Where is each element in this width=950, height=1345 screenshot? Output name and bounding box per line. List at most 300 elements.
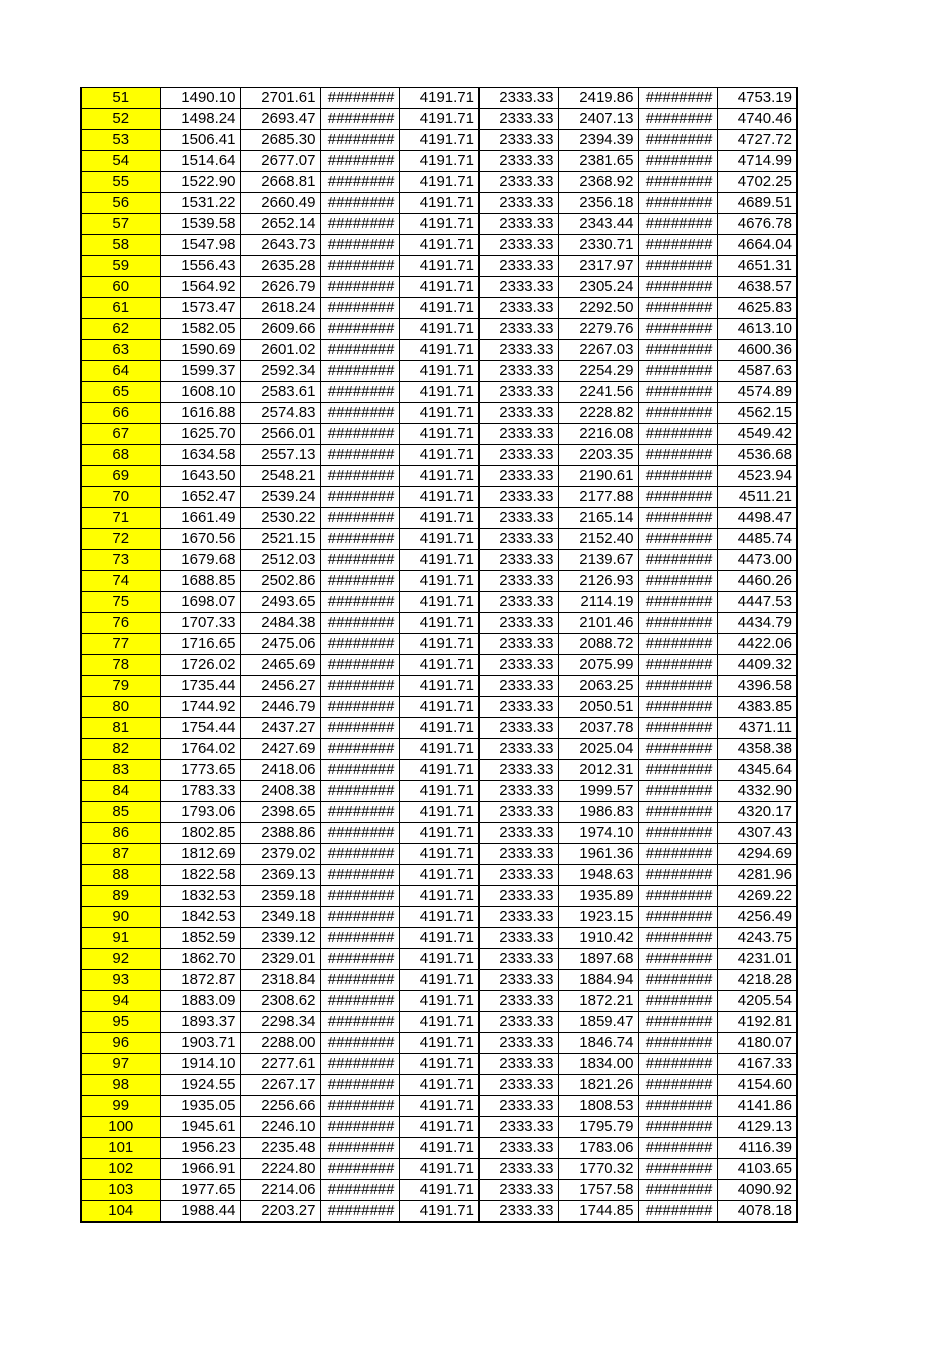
row-index-cell[interactable]: 75 bbox=[81, 592, 160, 613]
data-cell[interactable]: 4191.71 bbox=[399, 529, 479, 550]
data-cell[interactable]: 1872.87 bbox=[160, 970, 240, 991]
data-cell[interactable]: 2333.33 bbox=[479, 1033, 558, 1054]
data-cell[interactable]: 2333.33 bbox=[479, 172, 558, 193]
data-cell[interactable]: ######## bbox=[320, 760, 399, 781]
data-cell[interactable]: ######## bbox=[638, 277, 717, 298]
data-cell[interactable]: 4574.89 bbox=[717, 382, 797, 403]
data-cell[interactable]: 4689.51 bbox=[717, 193, 797, 214]
data-cell[interactable]: 2254.29 bbox=[558, 361, 638, 382]
data-cell[interactable]: 2235.48 bbox=[240, 1138, 320, 1159]
data-cell[interactable]: ######## bbox=[320, 193, 399, 214]
data-cell[interactable]: ######## bbox=[638, 634, 717, 655]
row-index-cell[interactable]: 54 bbox=[81, 151, 160, 172]
data-cell[interactable]: 1643.50 bbox=[160, 466, 240, 487]
data-cell[interactable]: 1832.53 bbox=[160, 886, 240, 907]
row-index-cell[interactable]: 67 bbox=[81, 424, 160, 445]
row-index-cell[interactable]: 52 bbox=[81, 109, 160, 130]
data-cell[interactable]: ######## bbox=[638, 193, 717, 214]
data-cell[interactable]: ######## bbox=[638, 466, 717, 487]
data-cell[interactable]: 4191.71 bbox=[399, 613, 479, 634]
data-cell[interactable]: 4191.71 bbox=[399, 907, 479, 928]
data-cell[interactable]: 2318.84 bbox=[240, 970, 320, 991]
data-cell[interactable]: 2101.46 bbox=[558, 613, 638, 634]
data-cell[interactable]: ######## bbox=[638, 403, 717, 424]
data-cell[interactable]: 1935.89 bbox=[558, 886, 638, 907]
data-cell[interactable]: 2139.67 bbox=[558, 550, 638, 571]
data-cell[interactable]: 2539.24 bbox=[240, 487, 320, 508]
data-cell[interactable]: ######## bbox=[320, 949, 399, 970]
data-cell[interactable]: 2333.33 bbox=[479, 466, 558, 487]
row-index-cell[interactable]: 69 bbox=[81, 466, 160, 487]
data-cell[interactable]: 4638.57 bbox=[717, 277, 797, 298]
data-cell[interactable]: 2333.33 bbox=[479, 739, 558, 760]
data-cell[interactable]: ######## bbox=[320, 466, 399, 487]
data-cell[interactable]: ######## bbox=[320, 382, 399, 403]
data-cell[interactable]: 2214.06 bbox=[240, 1180, 320, 1201]
row-index-cell[interactable]: 77 bbox=[81, 634, 160, 655]
data-cell[interactable]: 2333.33 bbox=[479, 634, 558, 655]
data-cell[interactable]: ######## bbox=[320, 151, 399, 172]
data-cell[interactable]: 1547.98 bbox=[160, 235, 240, 256]
row-index-cell[interactable]: 93 bbox=[81, 970, 160, 991]
data-cell[interactable]: 4191.71 bbox=[399, 949, 479, 970]
data-cell[interactable]: 2333.33 bbox=[479, 445, 558, 466]
row-index-cell[interactable]: 51 bbox=[81, 88, 160, 109]
data-cell[interactable]: 2190.61 bbox=[558, 466, 638, 487]
data-cell[interactable]: ######## bbox=[638, 319, 717, 340]
data-cell[interactable]: 2333.33 bbox=[479, 151, 558, 172]
data-cell[interactable]: 4613.10 bbox=[717, 319, 797, 340]
data-cell[interactable]: ######## bbox=[320, 1180, 399, 1201]
row-index-cell[interactable]: 58 bbox=[81, 235, 160, 256]
data-cell[interactable]: 4269.22 bbox=[717, 886, 797, 907]
data-cell[interactable]: 2333.33 bbox=[479, 109, 558, 130]
data-cell[interactable]: 2333.33 bbox=[479, 319, 558, 340]
data-cell[interactable]: 4727.72 bbox=[717, 130, 797, 151]
data-cell[interactable]: 2398.65 bbox=[240, 802, 320, 823]
data-cell[interactable]: ######## bbox=[638, 487, 717, 508]
data-cell[interactable]: 2288.00 bbox=[240, 1033, 320, 1054]
data-cell[interactable]: 4191.71 bbox=[399, 319, 479, 340]
data-cell[interactable]: 2437.27 bbox=[240, 718, 320, 739]
data-cell[interactable]: ######## bbox=[320, 214, 399, 235]
data-cell[interactable]: 2333.33 bbox=[479, 802, 558, 823]
data-cell[interactable]: ######## bbox=[638, 970, 717, 991]
data-cell[interactable]: 1842.53 bbox=[160, 907, 240, 928]
data-cell[interactable]: 4218.28 bbox=[717, 970, 797, 991]
row-index-cell[interactable]: 102 bbox=[81, 1159, 160, 1180]
data-cell[interactable]: 4191.71 bbox=[399, 445, 479, 466]
row-index-cell[interactable]: 56 bbox=[81, 193, 160, 214]
row-index-cell[interactable]: 73 bbox=[81, 550, 160, 571]
data-cell[interactable]: 2333.33 bbox=[479, 361, 558, 382]
data-cell[interactable]: 2592.34 bbox=[240, 361, 320, 382]
data-cell[interactable]: 4191.71 bbox=[399, 739, 479, 760]
data-cell[interactable]: 2246.10 bbox=[240, 1117, 320, 1138]
data-cell[interactable]: 1564.92 bbox=[160, 277, 240, 298]
data-cell[interactable]: 1893.37 bbox=[160, 1012, 240, 1033]
data-cell[interactable]: 1764.02 bbox=[160, 739, 240, 760]
data-cell[interactable]: 1608.10 bbox=[160, 382, 240, 403]
row-index-cell[interactable]: 100 bbox=[81, 1117, 160, 1138]
data-cell[interactable]: 4191.71 bbox=[399, 991, 479, 1012]
data-cell[interactable]: 2701.61 bbox=[240, 88, 320, 109]
data-cell[interactable]: ######## bbox=[320, 865, 399, 886]
row-index-cell[interactable]: 72 bbox=[81, 529, 160, 550]
row-index-cell[interactable]: 99 bbox=[81, 1096, 160, 1117]
data-cell[interactable]: 4191.71 bbox=[399, 130, 479, 151]
data-cell[interactable]: ######## bbox=[320, 172, 399, 193]
data-cell[interactable]: ######## bbox=[320, 970, 399, 991]
data-cell[interactable]: 1652.47 bbox=[160, 487, 240, 508]
row-index-cell[interactable]: 61 bbox=[81, 298, 160, 319]
data-cell[interactable]: 4191.71 bbox=[399, 1117, 479, 1138]
data-cell[interactable]: 4191.71 bbox=[399, 571, 479, 592]
data-cell[interactable]: 2339.12 bbox=[240, 928, 320, 949]
data-cell[interactable]: 1582.05 bbox=[160, 319, 240, 340]
data-cell[interactable]: 4191.71 bbox=[399, 256, 479, 277]
data-cell[interactable]: 1862.70 bbox=[160, 949, 240, 970]
row-index-cell[interactable]: 84 bbox=[81, 781, 160, 802]
data-cell[interactable]: 2333.33 bbox=[479, 949, 558, 970]
data-cell[interactable]: 2277.61 bbox=[240, 1054, 320, 1075]
data-cell[interactable]: 1707.33 bbox=[160, 613, 240, 634]
data-cell[interactable]: 2075.99 bbox=[558, 655, 638, 676]
data-cell[interactable]: ######## bbox=[320, 781, 399, 802]
data-cell[interactable]: ######## bbox=[320, 256, 399, 277]
row-index-cell[interactable]: 76 bbox=[81, 613, 160, 634]
data-cell[interactable]: ######## bbox=[320, 1054, 399, 1075]
data-cell[interactable]: 2308.62 bbox=[240, 991, 320, 1012]
data-cell[interactable]: 4192.81 bbox=[717, 1012, 797, 1033]
data-cell[interactable]: 4562.15 bbox=[717, 403, 797, 424]
data-cell[interactable]: 1634.58 bbox=[160, 445, 240, 466]
data-cell[interactable]: ######## bbox=[320, 991, 399, 1012]
data-cell[interactable]: 2063.25 bbox=[558, 676, 638, 697]
data-cell[interactable]: 1573.47 bbox=[160, 298, 240, 319]
data-cell[interactable]: 4191.71 bbox=[399, 886, 479, 907]
data-cell[interactable]: ######## bbox=[638, 1138, 717, 1159]
data-cell[interactable]: 2333.33 bbox=[479, 130, 558, 151]
data-cell[interactable]: 2333.33 bbox=[479, 592, 558, 613]
data-cell[interactable]: 2333.33 bbox=[479, 886, 558, 907]
data-cell[interactable]: 4332.90 bbox=[717, 781, 797, 802]
row-index-cell[interactable]: 63 bbox=[81, 340, 160, 361]
data-cell[interactable]: 1822.58 bbox=[160, 865, 240, 886]
data-cell[interactable]: 1616.88 bbox=[160, 403, 240, 424]
data-cell[interactable]: ######## bbox=[320, 1075, 399, 1096]
data-cell[interactable]: ######## bbox=[638, 697, 717, 718]
data-cell[interactable]: 4191.71 bbox=[399, 1075, 479, 1096]
data-cell[interactable]: 1556.43 bbox=[160, 256, 240, 277]
data-cell[interactable]: 2388.86 bbox=[240, 823, 320, 844]
data-cell[interactable]: ######## bbox=[638, 907, 717, 928]
data-cell[interactable]: ######## bbox=[320, 130, 399, 151]
data-cell[interactable]: ######## bbox=[638, 214, 717, 235]
data-cell[interactable]: 4256.49 bbox=[717, 907, 797, 928]
data-cell[interactable]: 4191.71 bbox=[399, 382, 479, 403]
row-index-cell[interactable]: 88 bbox=[81, 865, 160, 886]
data-cell[interactable]: 4191.71 bbox=[399, 676, 479, 697]
data-cell[interactable]: 4191.71 bbox=[399, 844, 479, 865]
data-cell[interactable]: 1988.44 bbox=[160, 1201, 240, 1223]
data-cell[interactable]: 4191.71 bbox=[399, 1180, 479, 1201]
data-cell[interactable]: 1531.22 bbox=[160, 193, 240, 214]
data-cell[interactable]: 2333.33 bbox=[479, 1180, 558, 1201]
data-cell[interactable]: 1679.68 bbox=[160, 550, 240, 571]
data-cell[interactable]: ######## bbox=[320, 235, 399, 256]
data-cell[interactable]: ######## bbox=[638, 361, 717, 382]
data-cell[interactable]: ######## bbox=[638, 445, 717, 466]
row-index-cell[interactable]: 96 bbox=[81, 1033, 160, 1054]
data-cell[interactable]: 1883.09 bbox=[160, 991, 240, 1012]
data-cell[interactable]: 2329.01 bbox=[240, 949, 320, 970]
data-cell[interactable]: 2333.33 bbox=[479, 1138, 558, 1159]
data-cell[interactable]: ######## bbox=[320, 298, 399, 319]
data-cell[interactable]: 4243.75 bbox=[717, 928, 797, 949]
data-cell[interactable]: ######## bbox=[638, 508, 717, 529]
data-cell[interactable]: 4191.71 bbox=[399, 1012, 479, 1033]
data-cell[interactable]: ######## bbox=[638, 172, 717, 193]
data-cell[interactable]: 2359.18 bbox=[240, 886, 320, 907]
data-cell[interactable]: 4191.71 bbox=[399, 760, 479, 781]
data-cell[interactable]: 4191.71 bbox=[399, 424, 479, 445]
data-cell[interactable]: 2557.13 bbox=[240, 445, 320, 466]
data-cell[interactable]: 1793.06 bbox=[160, 802, 240, 823]
data-cell[interactable]: 4383.85 bbox=[717, 697, 797, 718]
data-cell[interactable]: 2512.03 bbox=[240, 550, 320, 571]
data-cell[interactable]: ######## bbox=[320, 844, 399, 865]
data-cell[interactable]: 4191.71 bbox=[399, 172, 479, 193]
data-cell[interactable]: 4371.11 bbox=[717, 718, 797, 739]
data-cell[interactable]: 1923.15 bbox=[558, 907, 638, 928]
data-cell[interactable]: ######## bbox=[320, 634, 399, 655]
data-cell[interactable]: 4191.71 bbox=[399, 193, 479, 214]
data-cell[interactable]: 1897.68 bbox=[558, 949, 638, 970]
data-cell[interactable]: ######## bbox=[638, 1075, 717, 1096]
row-index-cell[interactable]: 55 bbox=[81, 172, 160, 193]
data-cell[interactable]: 4536.68 bbox=[717, 445, 797, 466]
data-cell[interactable]: 4231.01 bbox=[717, 949, 797, 970]
data-cell[interactable]: 2493.65 bbox=[240, 592, 320, 613]
data-cell[interactable]: 2126.93 bbox=[558, 571, 638, 592]
data-cell[interactable]: ######## bbox=[638, 655, 717, 676]
data-cell[interactable]: 2456.27 bbox=[240, 676, 320, 697]
row-index-cell[interactable]: 74 bbox=[81, 571, 160, 592]
row-index-cell[interactable]: 94 bbox=[81, 991, 160, 1012]
data-cell[interactable]: ######## bbox=[638, 571, 717, 592]
data-cell[interactable]: 4523.94 bbox=[717, 466, 797, 487]
data-cell[interactable]: 2381.65 bbox=[558, 151, 638, 172]
data-cell[interactable]: 1903.71 bbox=[160, 1033, 240, 1054]
data-cell[interactable]: 2660.49 bbox=[240, 193, 320, 214]
data-cell[interactable]: 2408.38 bbox=[240, 781, 320, 802]
data-cell[interactable]: ######## bbox=[638, 151, 717, 172]
data-cell[interactable]: 2330.71 bbox=[558, 235, 638, 256]
row-index-cell[interactable]: 53 bbox=[81, 130, 160, 151]
data-cell[interactable]: 2050.51 bbox=[558, 697, 638, 718]
data-cell[interactable]: 1716.65 bbox=[160, 634, 240, 655]
data-cell[interactable]: 4307.43 bbox=[717, 823, 797, 844]
row-index-cell[interactable]: 91 bbox=[81, 928, 160, 949]
data-cell[interactable]: 2333.33 bbox=[479, 193, 558, 214]
data-cell[interactable]: 1783.33 bbox=[160, 781, 240, 802]
data-cell[interactable]: 2333.33 bbox=[479, 1012, 558, 1033]
data-cell[interactable]: 1506.41 bbox=[160, 130, 240, 151]
data-cell[interactable]: ######## bbox=[320, 550, 399, 571]
row-index-cell[interactable]: 59 bbox=[81, 256, 160, 277]
data-cell[interactable]: ######## bbox=[638, 802, 717, 823]
data-cell[interactable]: 4090.92 bbox=[717, 1180, 797, 1201]
data-cell[interactable]: 2618.24 bbox=[240, 298, 320, 319]
data-cell[interactable]: 2333.33 bbox=[479, 403, 558, 424]
data-cell[interactable]: ######## bbox=[638, 1033, 717, 1054]
data-cell[interactable]: ######## bbox=[638, 613, 717, 634]
data-cell[interactable]: 1490.10 bbox=[160, 88, 240, 109]
data-cell[interactable]: 2333.33 bbox=[479, 88, 558, 109]
data-cell[interactable]: 1522.90 bbox=[160, 172, 240, 193]
data-cell[interactable]: 2368.92 bbox=[558, 172, 638, 193]
data-cell[interactable]: ######## bbox=[638, 109, 717, 130]
data-cell[interactable]: 4191.71 bbox=[399, 655, 479, 676]
row-index-cell[interactable]: 66 bbox=[81, 403, 160, 424]
data-cell[interactable]: 1961.36 bbox=[558, 844, 638, 865]
data-cell[interactable]: 2228.82 bbox=[558, 403, 638, 424]
data-cell[interactable]: ######## bbox=[320, 1159, 399, 1180]
data-cell[interactable]: ######## bbox=[320, 445, 399, 466]
data-cell[interactable]: ######## bbox=[320, 886, 399, 907]
row-index-cell[interactable]: 98 bbox=[81, 1075, 160, 1096]
data-cell[interactable]: 4320.17 bbox=[717, 802, 797, 823]
data-cell[interactable]: 2298.34 bbox=[240, 1012, 320, 1033]
row-index-cell[interactable]: 82 bbox=[81, 739, 160, 760]
data-cell[interactable]: 4587.63 bbox=[717, 361, 797, 382]
data-cell[interactable]: ######## bbox=[638, 235, 717, 256]
row-index-cell[interactable]: 104 bbox=[81, 1201, 160, 1223]
data-cell[interactable]: ######## bbox=[638, 424, 717, 445]
data-cell[interactable]: ######## bbox=[638, 676, 717, 697]
data-cell[interactable]: 4191.71 bbox=[399, 550, 479, 571]
data-cell[interactable]: ######## bbox=[638, 781, 717, 802]
data-cell[interactable]: 1846.74 bbox=[558, 1033, 638, 1054]
data-cell[interactable]: 1884.94 bbox=[558, 970, 638, 991]
data-cell[interactable]: ######## bbox=[320, 487, 399, 508]
row-index-cell[interactable]: 87 bbox=[81, 844, 160, 865]
data-cell[interactable]: ######## bbox=[320, 823, 399, 844]
data-cell[interactable]: 2152.40 bbox=[558, 529, 638, 550]
data-cell[interactable]: ######## bbox=[320, 1012, 399, 1033]
data-cell[interactable]: 4651.31 bbox=[717, 256, 797, 277]
data-cell[interactable]: 1872.21 bbox=[558, 991, 638, 1012]
data-cell[interactable]: ######## bbox=[320, 1096, 399, 1117]
data-cell[interactable]: 4191.71 bbox=[399, 361, 479, 382]
data-cell[interactable]: 4191.71 bbox=[399, 487, 479, 508]
data-cell[interactable]: 2418.06 bbox=[240, 760, 320, 781]
data-cell[interactable]: ######## bbox=[320, 319, 399, 340]
row-index-cell[interactable]: 78 bbox=[81, 655, 160, 676]
data-cell[interactable]: 4078.18 bbox=[717, 1201, 797, 1223]
data-cell[interactable]: ######## bbox=[320, 1033, 399, 1054]
data-cell[interactable]: 4281.96 bbox=[717, 865, 797, 886]
row-index-cell[interactable]: 64 bbox=[81, 361, 160, 382]
data-cell[interactable]: 1966.91 bbox=[160, 1159, 240, 1180]
data-cell[interactable]: 2668.81 bbox=[240, 172, 320, 193]
data-cell[interactable]: 4714.99 bbox=[717, 151, 797, 172]
data-cell[interactable]: ######## bbox=[638, 760, 717, 781]
data-cell[interactable]: 1812.69 bbox=[160, 844, 240, 865]
data-cell[interactable]: ######## bbox=[320, 592, 399, 613]
data-cell[interactable]: 4191.71 bbox=[399, 802, 479, 823]
row-index-cell[interactable]: 103 bbox=[81, 1180, 160, 1201]
data-cell[interactable]: 4191.71 bbox=[399, 970, 479, 991]
data-cell[interactable]: ######## bbox=[320, 739, 399, 760]
data-cell[interactable]: 4485.74 bbox=[717, 529, 797, 550]
data-cell[interactable]: 4498.47 bbox=[717, 508, 797, 529]
data-cell[interactable]: 2333.33 bbox=[479, 823, 558, 844]
data-cell[interactable]: 4664.04 bbox=[717, 235, 797, 256]
data-cell[interactable]: ######## bbox=[638, 130, 717, 151]
data-cell[interactable]: 2693.47 bbox=[240, 109, 320, 130]
data-cell[interactable]: 4191.71 bbox=[399, 823, 479, 844]
data-cell[interactable]: 2502.86 bbox=[240, 571, 320, 592]
row-index-cell[interactable]: 60 bbox=[81, 277, 160, 298]
data-cell[interactable]: ######## bbox=[638, 1180, 717, 1201]
data-cell[interactable]: 4191.71 bbox=[399, 298, 479, 319]
data-cell[interactable]: 2333.33 bbox=[479, 1159, 558, 1180]
data-cell[interactable]: 2088.72 bbox=[558, 634, 638, 655]
data-cell[interactable]: ######## bbox=[638, 739, 717, 760]
data-cell[interactable]: ######## bbox=[638, 823, 717, 844]
data-cell[interactable]: ######## bbox=[320, 361, 399, 382]
data-cell[interactable]: 4191.71 bbox=[399, 928, 479, 949]
data-cell[interactable]: 4422.06 bbox=[717, 634, 797, 655]
data-cell[interactable]: 4205.54 bbox=[717, 991, 797, 1012]
data-cell[interactable]: 2635.28 bbox=[240, 256, 320, 277]
row-index-cell[interactable]: 62 bbox=[81, 319, 160, 340]
data-cell[interactable]: ######## bbox=[320, 1201, 399, 1223]
data-cell[interactable]: 2356.18 bbox=[558, 193, 638, 214]
data-cell[interactable]: ######## bbox=[638, 592, 717, 613]
data-cell[interactable]: 2333.33 bbox=[479, 613, 558, 634]
data-cell[interactable]: 1514.64 bbox=[160, 151, 240, 172]
data-cell[interactable]: 4753.19 bbox=[717, 88, 797, 109]
data-cell[interactable]: ######## bbox=[320, 907, 399, 928]
data-cell[interactable]: 1808.53 bbox=[558, 1096, 638, 1117]
data-cell[interactable]: 2333.33 bbox=[479, 1054, 558, 1075]
data-cell[interactable]: 4740.46 bbox=[717, 109, 797, 130]
data-cell[interactable]: ######## bbox=[638, 1201, 717, 1223]
data-cell[interactable]: 2333.33 bbox=[479, 508, 558, 529]
data-cell[interactable]: 2224.80 bbox=[240, 1159, 320, 1180]
data-cell[interactable]: 2333.33 bbox=[479, 382, 558, 403]
data-cell[interactable]: ######## bbox=[320, 1117, 399, 1138]
data-cell[interactable]: ######## bbox=[638, 1096, 717, 1117]
data-cell[interactable]: 1977.65 bbox=[160, 1180, 240, 1201]
row-index-cell[interactable]: 79 bbox=[81, 676, 160, 697]
data-cell[interactable]: 2177.88 bbox=[558, 487, 638, 508]
data-cell[interactable]: 2333.33 bbox=[479, 298, 558, 319]
data-cell[interactable]: 4191.71 bbox=[399, 88, 479, 109]
data-cell[interactable]: ######## bbox=[320, 718, 399, 739]
data-cell[interactable]: 4191.71 bbox=[399, 151, 479, 172]
data-cell[interactable]: 4191.71 bbox=[399, 1138, 479, 1159]
data-cell[interactable]: 4191.71 bbox=[399, 634, 479, 655]
data-cell[interactable]: 4191.71 bbox=[399, 1054, 479, 1075]
data-cell[interactable]: 2446.79 bbox=[240, 697, 320, 718]
data-cell[interactable]: 2333.33 bbox=[479, 214, 558, 235]
row-index-cell[interactable]: 90 bbox=[81, 907, 160, 928]
data-cell[interactable]: 1744.92 bbox=[160, 697, 240, 718]
